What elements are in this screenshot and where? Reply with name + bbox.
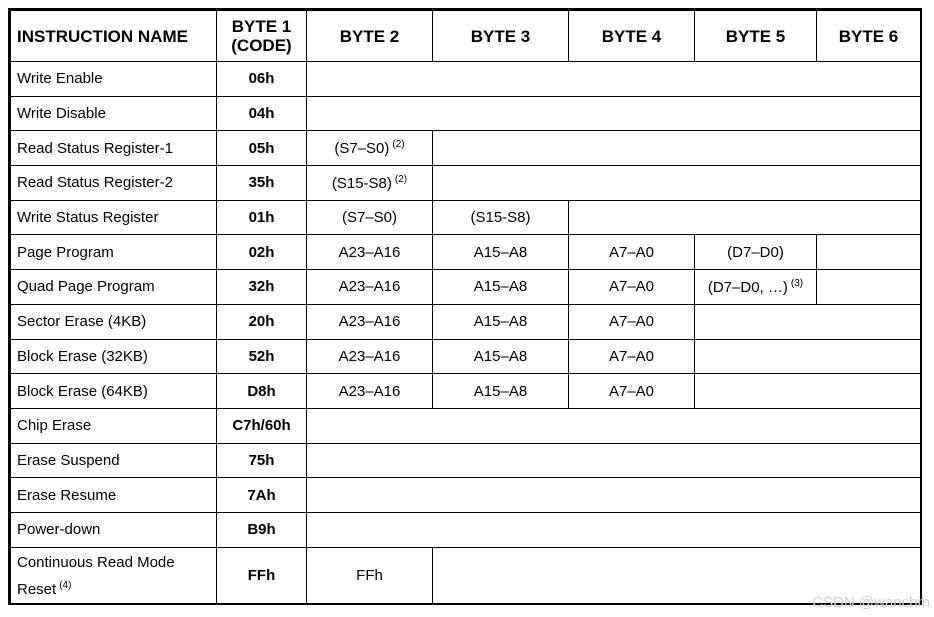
instruction-name: Quad Page Program <box>11 270 217 305</box>
header-byte1: BYTE 1 (CODE) <box>217 11 307 62</box>
instruction-name: Write Disable <box>11 96 217 131</box>
empty-cell <box>433 131 921 166</box>
instruction-table <box>10 10 921 605</box>
table-row <box>11 374 921 409</box>
header-byte5: BYTE 5 <box>695 11 817 62</box>
header-row <box>11 11 921 62</box>
instruction-code: D8h <box>217 374 307 409</box>
empty-cell <box>569 200 921 235</box>
table-row <box>11 512 921 547</box>
table-row <box>11 131 921 166</box>
empty-cell <box>307 478 921 513</box>
byte4-cell: A7–A0 <box>569 270 695 305</box>
table-row <box>11 166 921 201</box>
instruction-name: Page Program <box>11 235 217 270</box>
footnote-ref: (2) <box>394 173 408 185</box>
instruction-code: 32h <box>217 270 307 305</box>
table-row <box>11 270 921 305</box>
empty-cell <box>307 62 921 97</box>
instruction-name: Write Status Register <box>11 200 217 235</box>
instruction-table-frame <box>8 8 922 605</box>
footnote-ref: (3) <box>790 277 804 289</box>
instruction-name: Erase Resume <box>11 478 217 513</box>
instruction-code: 04h <box>217 96 307 131</box>
byte2-cell: A23–A16 <box>307 374 433 409</box>
byte3-cell: A15–A8 <box>433 270 569 305</box>
instruction-name: Read Status Register-1 <box>11 131 217 166</box>
byte3-cell: (S15-S8) <box>433 200 569 235</box>
header-byte4: BYTE 4 <box>569 11 695 62</box>
instruction-code: 02h <box>217 235 307 270</box>
byte5-cell: (D7–D0, …) $^{(3)}$ <box>695 270 817 305</box>
table-row <box>11 443 921 478</box>
table-row <box>11 478 921 513</box>
instruction-name: Power-down <box>11 512 217 547</box>
byte3-cell: A15–A8 <box>433 304 569 339</box>
header-byte6: BYTE 6 <box>817 11 921 62</box>
byte4-cell: A7–A0 <box>569 339 695 374</box>
header-byte2: BYTE 2 <box>307 11 433 62</box>
empty-cell <box>817 235 921 270</box>
byte4-cell: A7–A0 <box>569 235 695 270</box>
byte3-cell: A15–A8 <box>433 374 569 409</box>
instruction-code: 75h <box>217 443 307 478</box>
instruction-code: 7Ah <box>217 478 307 513</box>
empty-cell <box>695 304 921 339</box>
byte5-cell: (D7–D0) <box>695 235 817 270</box>
empty-cell <box>307 408 921 443</box>
instruction-code: C7h/60h <box>217 408 307 443</box>
watermark: CSDN @wanchm <box>812 594 930 611</box>
header-byte3: BYTE 3 <box>433 11 569 62</box>
table-row <box>11 304 921 339</box>
byte2-cell: (S15-S8) $^{(2)}$ <box>307 166 433 201</box>
footnote-ref: (2) <box>392 139 405 151</box>
instruction-name: Chip Erase <box>11 408 217 443</box>
empty-cell <box>695 374 921 409</box>
instruction-name: Block Erase (64KB) <box>11 374 217 409</box>
table-row <box>11 408 921 443</box>
instruction-code: 20h <box>217 304 307 339</box>
byte3-cell: A15–A8 <box>433 339 569 374</box>
table-row <box>11 200 921 235</box>
instruction-code: 35h <box>217 166 307 201</box>
table-row <box>11 547 921 604</box>
byte2-cell: A23–A16 <box>307 270 433 305</box>
table-row <box>11 62 921 97</box>
empty-cell <box>817 270 921 305</box>
instruction-code: 06h <box>217 62 307 97</box>
instruction-name: Read Status Register-2 <box>11 166 217 201</box>
byte2-cell: (S7–S0) <box>307 200 433 235</box>
instruction-code: 52h <box>217 339 307 374</box>
byte2-cell: A23–A16 <box>307 304 433 339</box>
byte2-cell: FFh <box>307 547 433 604</box>
instruction-name: Continuous Read Mode Reset $^{(4)}$ <box>11 547 217 604</box>
instruction-name: Erase Suspend <box>11 443 217 478</box>
instruction-code: FFh <box>217 547 307 604</box>
empty-cell <box>307 443 921 478</box>
instruction-code: 01h <box>217 200 307 235</box>
byte4-cell: A7–A0 <box>569 374 695 409</box>
instruction-name: Write Enable <box>11 62 217 97</box>
table-row <box>11 235 921 270</box>
byte2-cell: (S7–S0) $^{(2)}$ <box>307 131 433 166</box>
byte3-cell: A15–A8 <box>433 235 569 270</box>
instruction-name: Block Erase (32KB) <box>11 339 217 374</box>
footnote-ref: (4) <box>59 579 72 591</box>
header-instruction-name: INSTRUCTION NAME <box>11 11 217 62</box>
instruction-name: Sector Erase (4KB) <box>11 304 217 339</box>
instruction-code: B9h <box>217 512 307 547</box>
instruction-code: 05h <box>217 131 307 166</box>
empty-cell <box>307 96 921 131</box>
table-row <box>11 96 921 131</box>
empty-cell <box>695 339 921 374</box>
empty-cell <box>307 512 921 547</box>
table-row <box>11 339 921 374</box>
empty-cell <box>433 166 921 201</box>
byte2-cell: A23–A16 <box>307 339 433 374</box>
byte2-cell: A23–A16 <box>307 235 433 270</box>
byte4-cell: A7–A0 <box>569 304 695 339</box>
